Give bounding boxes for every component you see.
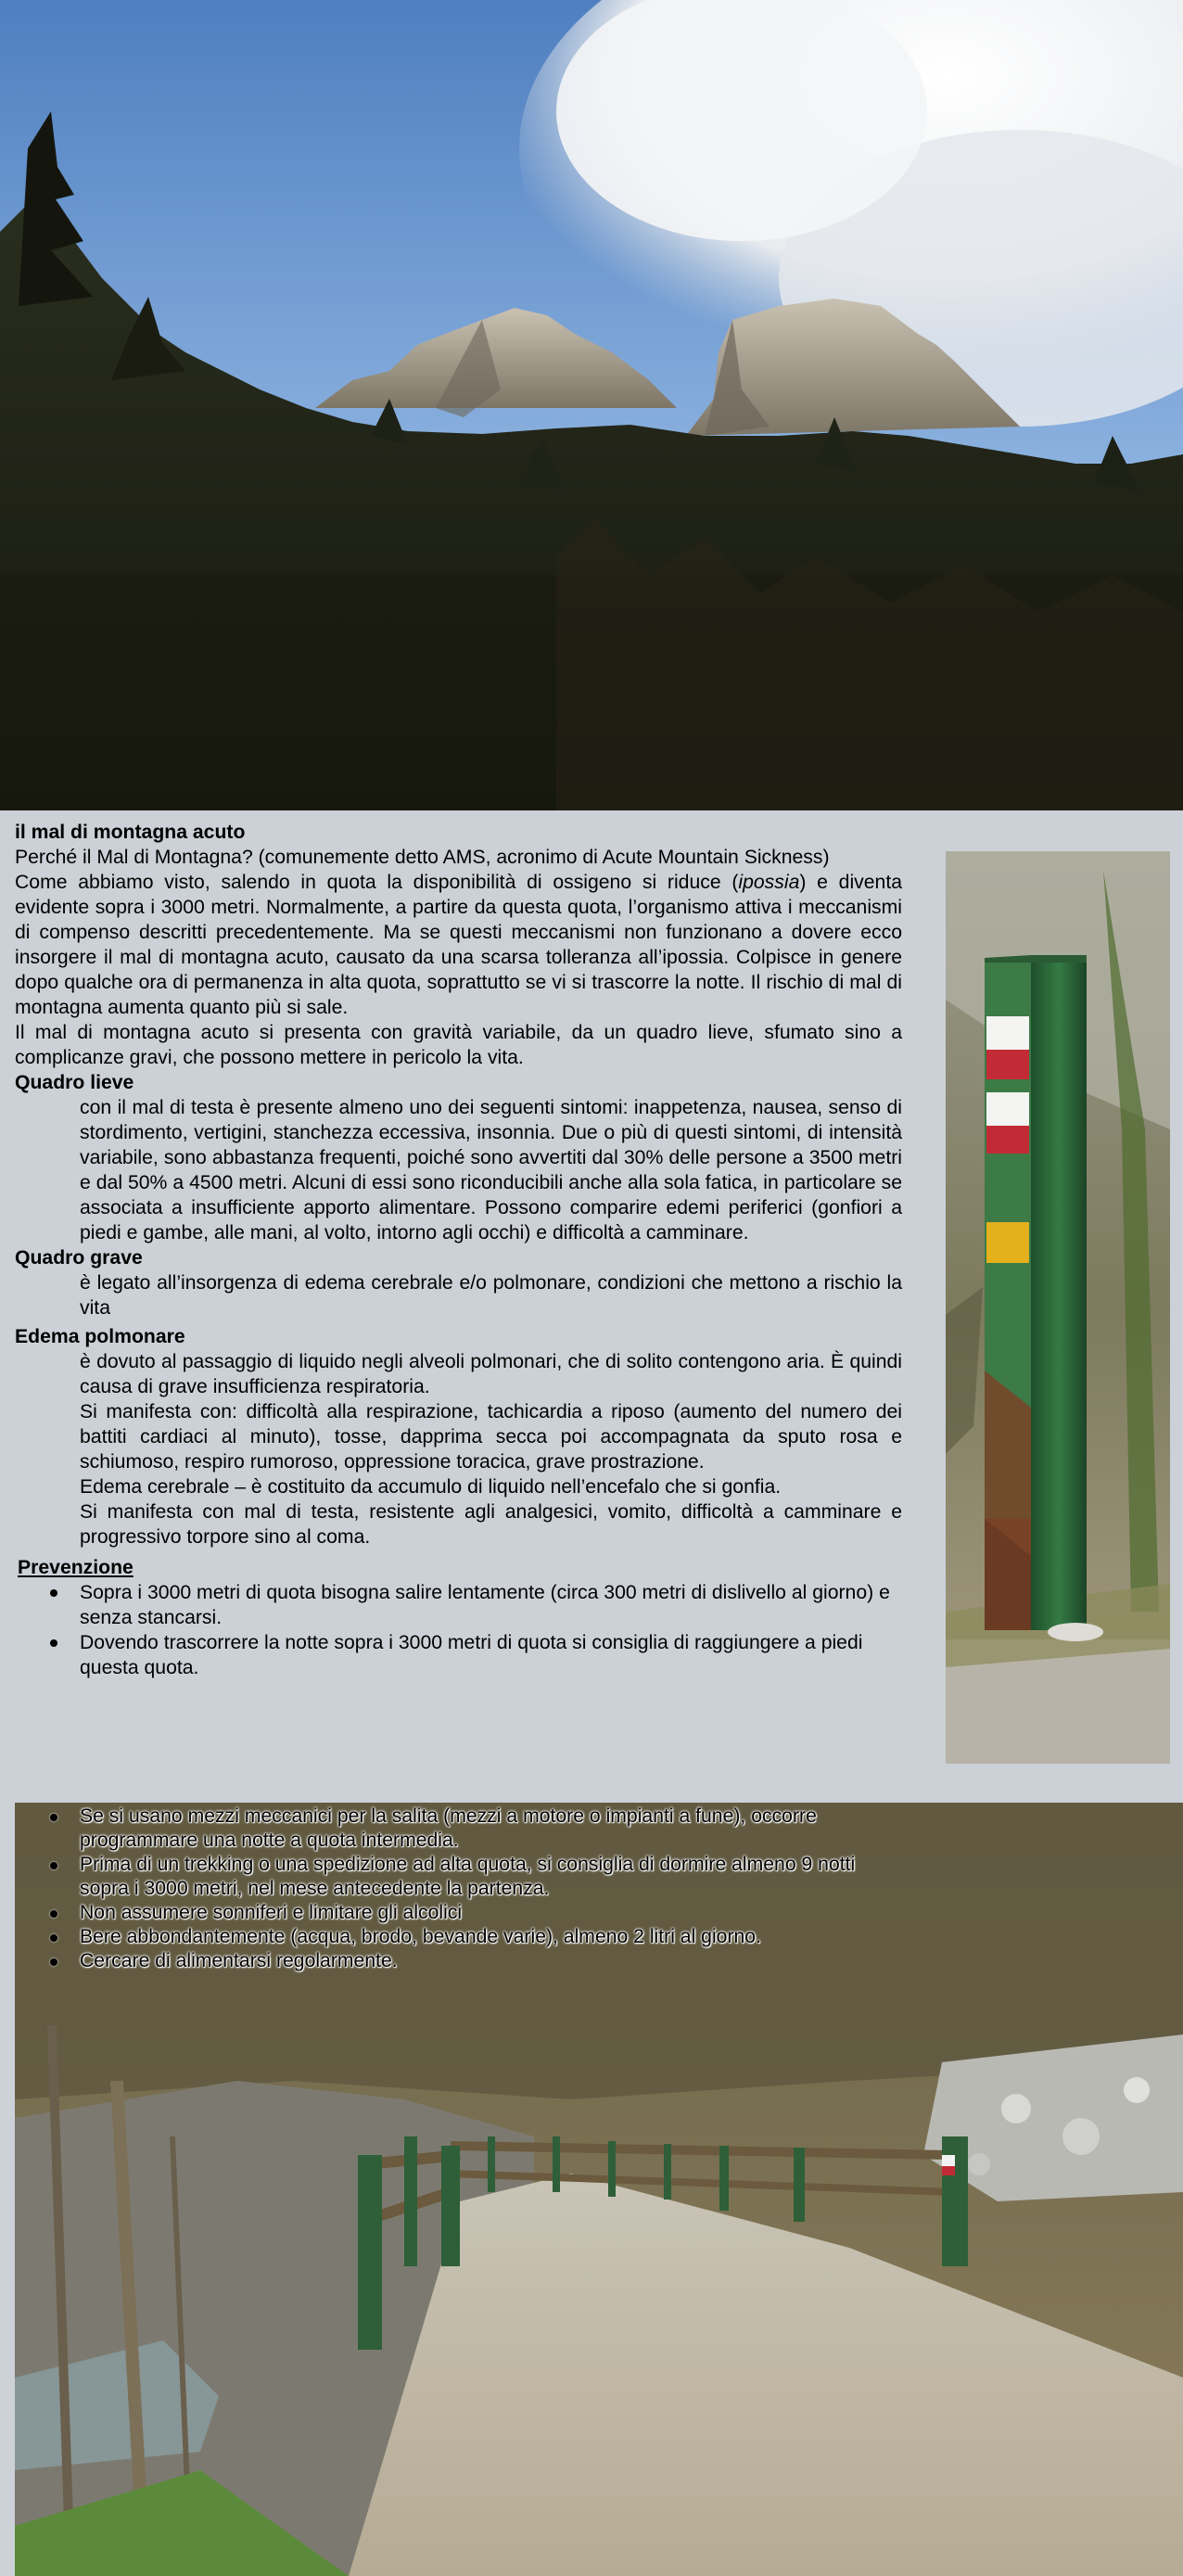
hypoxia-paragraph-start: Come abbiamo visto, salendo in quota la disponibilità di ossigeno si riduce ( — [15, 872, 739, 893]
prevenzione-list-continued — [15, 1804, 905, 1973]
edema-cerebrale-symptoms: Si manifesta con mal di testa, resistente agli analgesici, vomito, difficoltà a camminare e progressivo torpore sino al coma. — [80, 1501, 902, 1548]
edema-polmonare-symptoms: Si manifesta con: difficoltà alla respirazione, tachicardia a riposo (aumento del numero dei battiti cardiaci al minuto), tosse, dapprima secca poi accompagnata da sputo rosa e schiumoso, respiro rumoroso, oppressione toracica, grave prostrazione. — [80, 1401, 902, 1473]
list-item: Non assumere sonniferi e limitare gli alcolici — [15, 1901, 905, 1925]
quadro-grave-heading: Quadro grave — [15, 1247, 143, 1269]
list-item: Cercare di alimentarsi regolarmente. — [15, 1949, 905, 1973]
list-item: Prima di un trekking o una spedizione ad alta quota, si consiglia di dormire almeno 9 notti sopra i 3000 metri, nel mese antecedente la partenza. — [15, 1853, 905, 1901]
mountain-forest-photo — [0, 0, 1183, 810]
article-body — [15, 820, 902, 1680]
prevenzione-heading: Prevenzione — [18, 1557, 134, 1578]
trail-marker-post-photo — [946, 851, 1170, 1764]
intro-paragraph: Perché il Mal di Montagna? (comunemente detto AMS, acronimo di Acute Mountain Sickness) — [15, 847, 830, 868]
prevenzione-list — [15, 1580, 902, 1680]
list-item: Bere abbondantemente (acqua, brodo, bevande varie), almeno 2 litri al giorno. — [15, 1925, 905, 1949]
article-title: il mal di montagna acuto — [15, 822, 246, 843]
list-item: Dovendo trascorrere la notte sopra i 3000 metri di quota si consiglia di raggiungere a piedi questa quota. — [15, 1630, 902, 1680]
severity-paragraph: Il mal di montagna acuto si presenta con gravità variabile, da un quadro lieve, sfumato sino a complicanze gravi, che possono mettere in pericolo la vita. — [15, 1022, 902, 1068]
quadro-grave-text: è legato all’insorgenza di edema cerebrale e/o polmonare, condizioni che mettono a rischio la vita — [80, 1272, 902, 1319]
hypoxia-paragraph-end: ) e diventa evidente sopra i 3000 metri. Normalmente, a partire da questa quota, l’organismo attiva i meccanismi di compenso descritti precedentemente. Ma se questi meccanismi non funzionano a dovere ecco insorgere il mal di montagna acuto, causato da una scarsa tolleranza all’ipossia. Colpisce in genere dopo qualche ora di permanenza in alta quota, soprattutto se vi si trascorre la notte. Il rischio di mal di montagna aumenta quanto più si sale. — [15, 872, 902, 1018]
quadro-lieve-text: con il mal di testa è presente almeno uno dei seguenti sintomi: inappetenza, nausea, senso di stordimento, vertigini, stanchezza eccessiva, insonnia. Due o più di questi sintomi, di intensità variabile, sono abbastanza frequenti, poiché sono avvertiti dal 30% delle persone a 3500 metri e dal 50% a 4500 metri. Alcuni di essi sono riconducibili anche alla sola fatica, in particolare se associata a insufficiente apporto alimentare. Possono comparire edemi periferici (gonfiori a piedi e gambe, alle mani, al volto, intorno agli occhi) e difficoltà a camminare. — [80, 1097, 902, 1243]
hypoxia-term: ipossia — [738, 872, 800, 893]
list-item: Sopra i 3000 metri di quota bisogna salire lentamente (circa 300 metri di dislivello al giorno) e senza stancarsi. — [15, 1580, 902, 1630]
edema-polmonare-heading: Edema polmonare — [15, 1326, 185, 1347]
edema-cerebrale-text: Edema cerebrale – è costituito da accumulo di liquido nell’encefalo che si gonfia. — [80, 1476, 782, 1498]
edema-polmonare-text: è dovuto al passaggio di liquido negli alveoli polmonari, che di solito contengono aria. È quindi causa di grave insufficienza respiratoria. — [80, 1351, 902, 1397]
list-item: Se si usano mezzi meccanici per la salita (mezzi a motore o impianti a fune), occorre programmare una notte a quota intermedia. — [15, 1804, 905, 1853]
quadro-lieve-heading: Quadro lieve — [15, 1072, 134, 1093]
hypoxia-paragraph — [15, 870, 902, 1020]
